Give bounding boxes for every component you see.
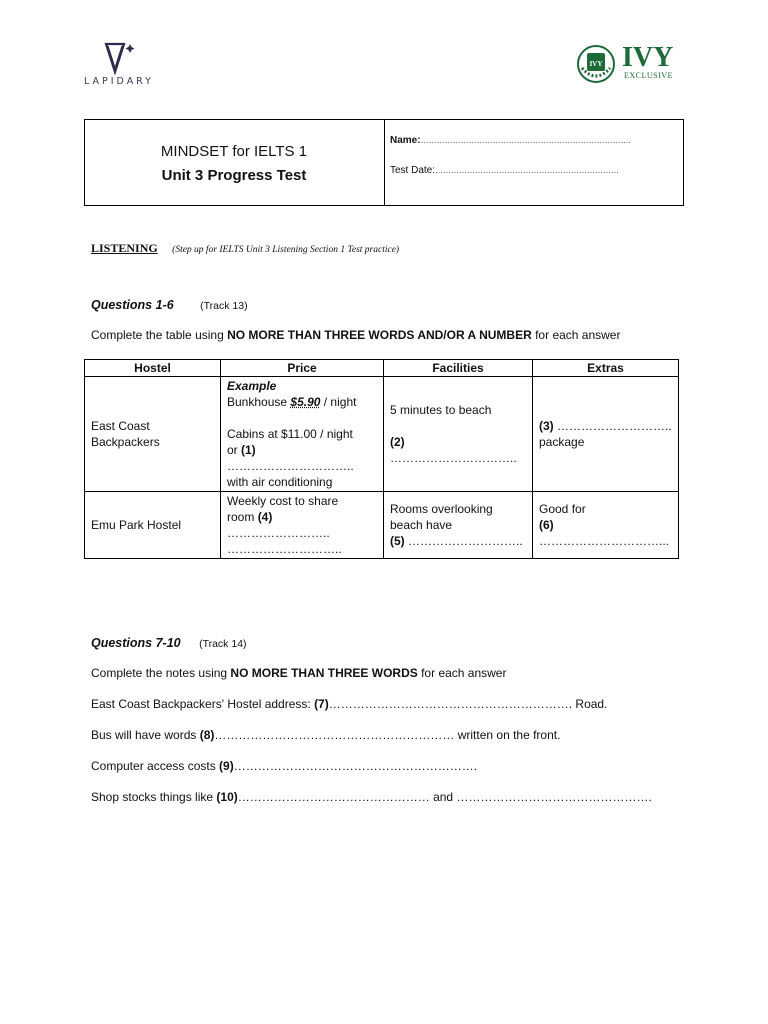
q3-line[interactable] [539,418,672,434]
q9-blank[interactable]: ……………………………………………………. [233,759,478,773]
q4-number: (4) [257,510,273,524]
q4-blank-cont[interactable]: ……………………….. [227,542,342,556]
q9-pre: Computer access costs [91,759,220,773]
q1-post: with air conditioning [227,475,333,489]
q9-number: (9) [219,759,234,773]
q7-line[interactable] [91,697,607,711]
table-header-row [85,360,679,377]
instr2-post: for each answer [417,666,507,680]
q6-blank[interactable]: …………………………... [539,534,670,548]
q9-line[interactable] [91,759,477,773]
test-title [85,140,383,188]
name-field[interactable] [390,135,631,146]
ivy-emblem-icon [574,44,620,84]
q10-line[interactable] [91,790,652,804]
test-date-label: Test Date: [390,165,436,176]
listening-note: (Step up for IELTS Unit 3 Listening Section 1 Test practice) [172,245,400,255]
cell-hostel-2: Emu Park Hostel [85,492,221,559]
q4-line[interactable] [227,509,377,541]
q10-number: (10) [216,790,238,804]
col-facilities: Facilities [384,360,533,377]
cell-price-2 [221,492,384,559]
ivy-wordmark: IVY [622,42,674,73]
q7-pre: East Coast Backpackers' Hostel address: [91,697,315,711]
q1-blank[interactable]: ………………………….. [227,459,354,473]
q5-number: (5) [390,534,405,548]
questions-1-6-heading: Questions 1-6 [91,298,174,312]
track-13: (Track 13) [200,300,248,312]
q3-post: package [539,435,585,449]
instr2-bold: NO MORE THAN THREE WORDS [230,666,418,680]
fac2-line1: Rooms overlooking [390,502,493,516]
cabins-line: Cabins at $11.00 / night [227,427,353,441]
q10-blank-2[interactable]: …………………………………………. [456,790,652,804]
col-extras: Extras [533,360,679,377]
lapidary-wordmark: LAPIDARY [84,76,154,87]
fac1-line: 5 minutes to beach [390,403,492,417]
q10-pre: Shop stocks things like [91,790,217,804]
test-date-dots: …………………………………………………………… [435,166,620,175]
q2-line[interactable] [390,434,526,466]
cell-facilities-1 [384,377,533,492]
header-divider [384,119,385,206]
q8-number: (8) [199,728,215,742]
bunkhouse-line [227,394,377,410]
instr1-pre: Complete the table using [91,328,228,342]
q6-line[interactable] [539,517,672,549]
ivy-emblem-text: IVY [589,60,603,68]
extras2-line1: Good for [539,502,586,516]
price2-line1: Weekly cost to share [227,494,339,508]
q5-line[interactable] [390,533,526,549]
q2-number: (2) [390,435,405,449]
q5-blank[interactable]: ……………………….. [404,534,523,548]
instr1-post: for each answer [531,328,621,342]
q1-pre: or [227,443,242,457]
part2-instruction [91,666,506,680]
bunk-pre: Bunkhouse [227,395,291,409]
track-14: (Track 14) [199,638,247,650]
q1-number: (1) [241,443,256,457]
bunk-price: $5.90 [290,395,321,409]
q3-blank[interactable]: ……………………….. [553,419,672,433]
hostel-table [84,359,679,559]
q8-post: written on the front. [454,728,561,742]
q8-line[interactable] [91,728,560,742]
ivy-subtitle: EXCLUSIVE [624,71,673,80]
q3-number: (3) [539,419,554,433]
q7-post: Road. [572,697,608,711]
questions-7-10-heading: Questions 7-10 [91,636,181,650]
cell-extras-2 [533,492,679,559]
example-label: Example [227,379,277,393]
q4-blank[interactable]: …………………….. [227,526,330,540]
cell-extras-1 [533,377,679,492]
q8-pre: Bus will have words [91,728,200,742]
cell-hostel-1: East Coast Backpackers [85,377,221,492]
cell-price-1 [221,377,384,492]
instr1-bold: NO MORE THAN THREE WORDS AND/OR A NUMBER [227,328,532,342]
q1-line[interactable] [227,442,377,474]
q2-blank[interactable]: ………………………….. [390,451,517,465]
table-row [85,492,679,559]
fac2-line2: beach have [390,518,453,532]
q8-blank[interactable]: …………………………………………………… [214,728,455,742]
listening-label: LISTENING [91,241,158,255]
test-title-line1: MINDSET for IELTS 1 [160,143,308,160]
name-dots: ……………………………………………………………………. [420,136,631,145]
test-date-field[interactable] [390,165,619,176]
table-row [85,377,679,492]
test-title-line2: Unit 3 Progress Test [161,167,307,184]
q4-pre: room [227,510,258,524]
col-price: Price [221,360,384,377]
q10-blank-1[interactable]: ………………………………………… [237,790,430,804]
name-label: Name: [390,135,421,146]
q7-number: (7) [314,697,329,711]
col-hostel: Hostel [85,360,221,377]
q6-number: (6) [539,518,554,532]
bunk-post: / night [320,395,357,409]
q10-mid: and [429,790,457,804]
q7-blank[interactable]: ……………………………………………………. [328,697,573,711]
instr2-pre: Complete the notes using [91,666,231,680]
part1-instruction [91,328,620,342]
cell-facilities-2 [384,492,533,559]
